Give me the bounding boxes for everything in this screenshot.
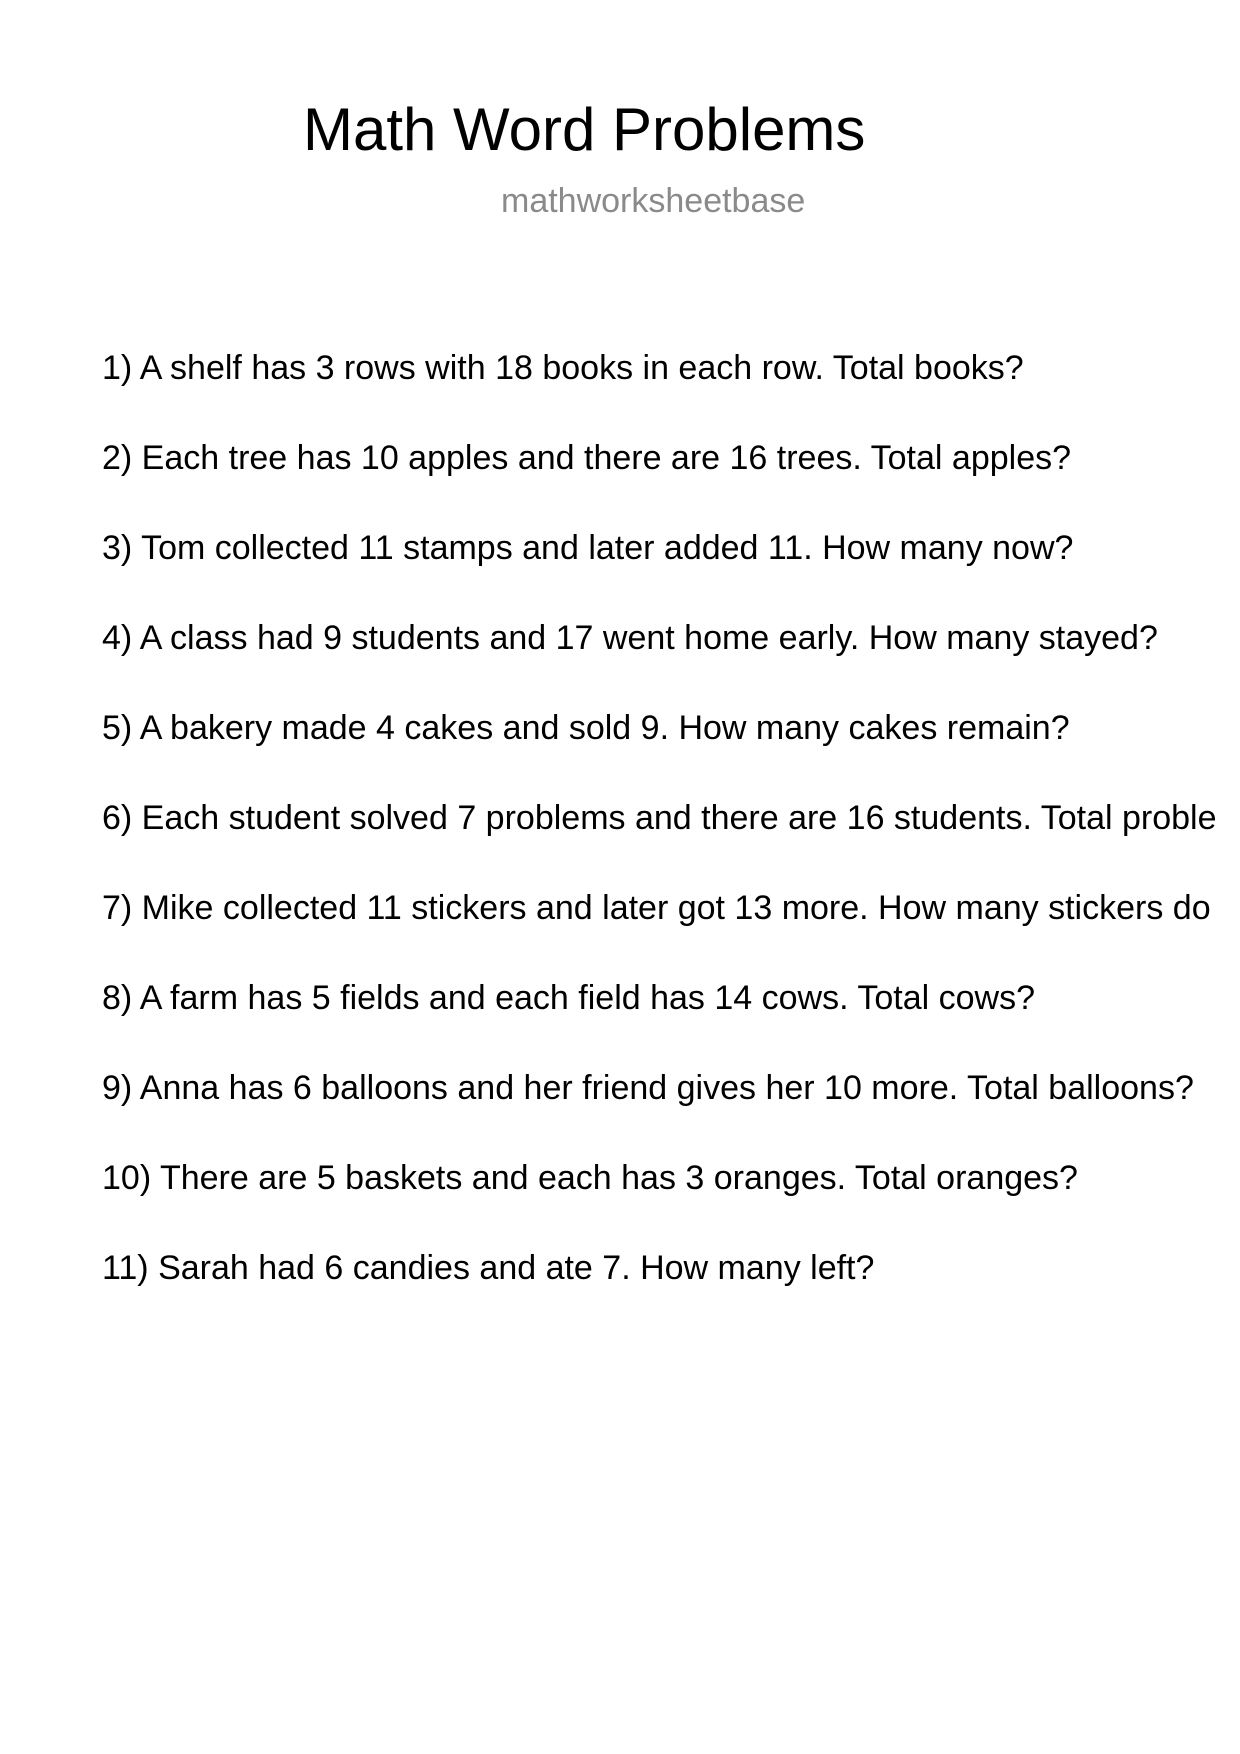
page-title: Math Word Problems: [303, 96, 866, 163]
problem-line-3: 3) Tom collected 11 stamps and later added 11. How many now?: [102, 529, 1074, 567]
problem-line-9: 9) Anna has 6 balloons and her friend gives her 10 more. Total balloons?: [102, 1069, 1194, 1107]
problem-line-10: 10) There are 5 baskets and each has 3 oranges. Total oranges?: [102, 1159, 1078, 1197]
problem-list: [102, 323, 1240, 1313]
problem-line-7: 7) Mike collected 11 stickers and later got 13 more. How many stickers do: [102, 889, 1211, 927]
problem-line-5: 5) A bakery made 4 cakes and sold 9. How many cakes remain?: [102, 709, 1070, 747]
problem-line-2: 2) Each tree has 10 apples and there are 16 trees. Total apples?: [102, 439, 1072, 477]
problem-line-11: 11) Sarah had 6 candies and ate 7. How many left?: [102, 1249, 875, 1287]
problem-line-8: 8) A farm has 5 fields and each field has 14 cows. Total cows?: [102, 979, 1036, 1017]
problem-line-4: 4) A class had 9 students and 17 went home early. How many stayed?: [102, 619, 1158, 657]
problem-line-6: 6) Each student solved 7 problems and there are 16 students. Total proble: [102, 799, 1217, 837]
watermark-subtitle: mathworksheetbase: [501, 182, 806, 220]
problem-line-1: 1) A shelf has 3 rows with 18 books in each row. Total books?: [102, 349, 1024, 387]
